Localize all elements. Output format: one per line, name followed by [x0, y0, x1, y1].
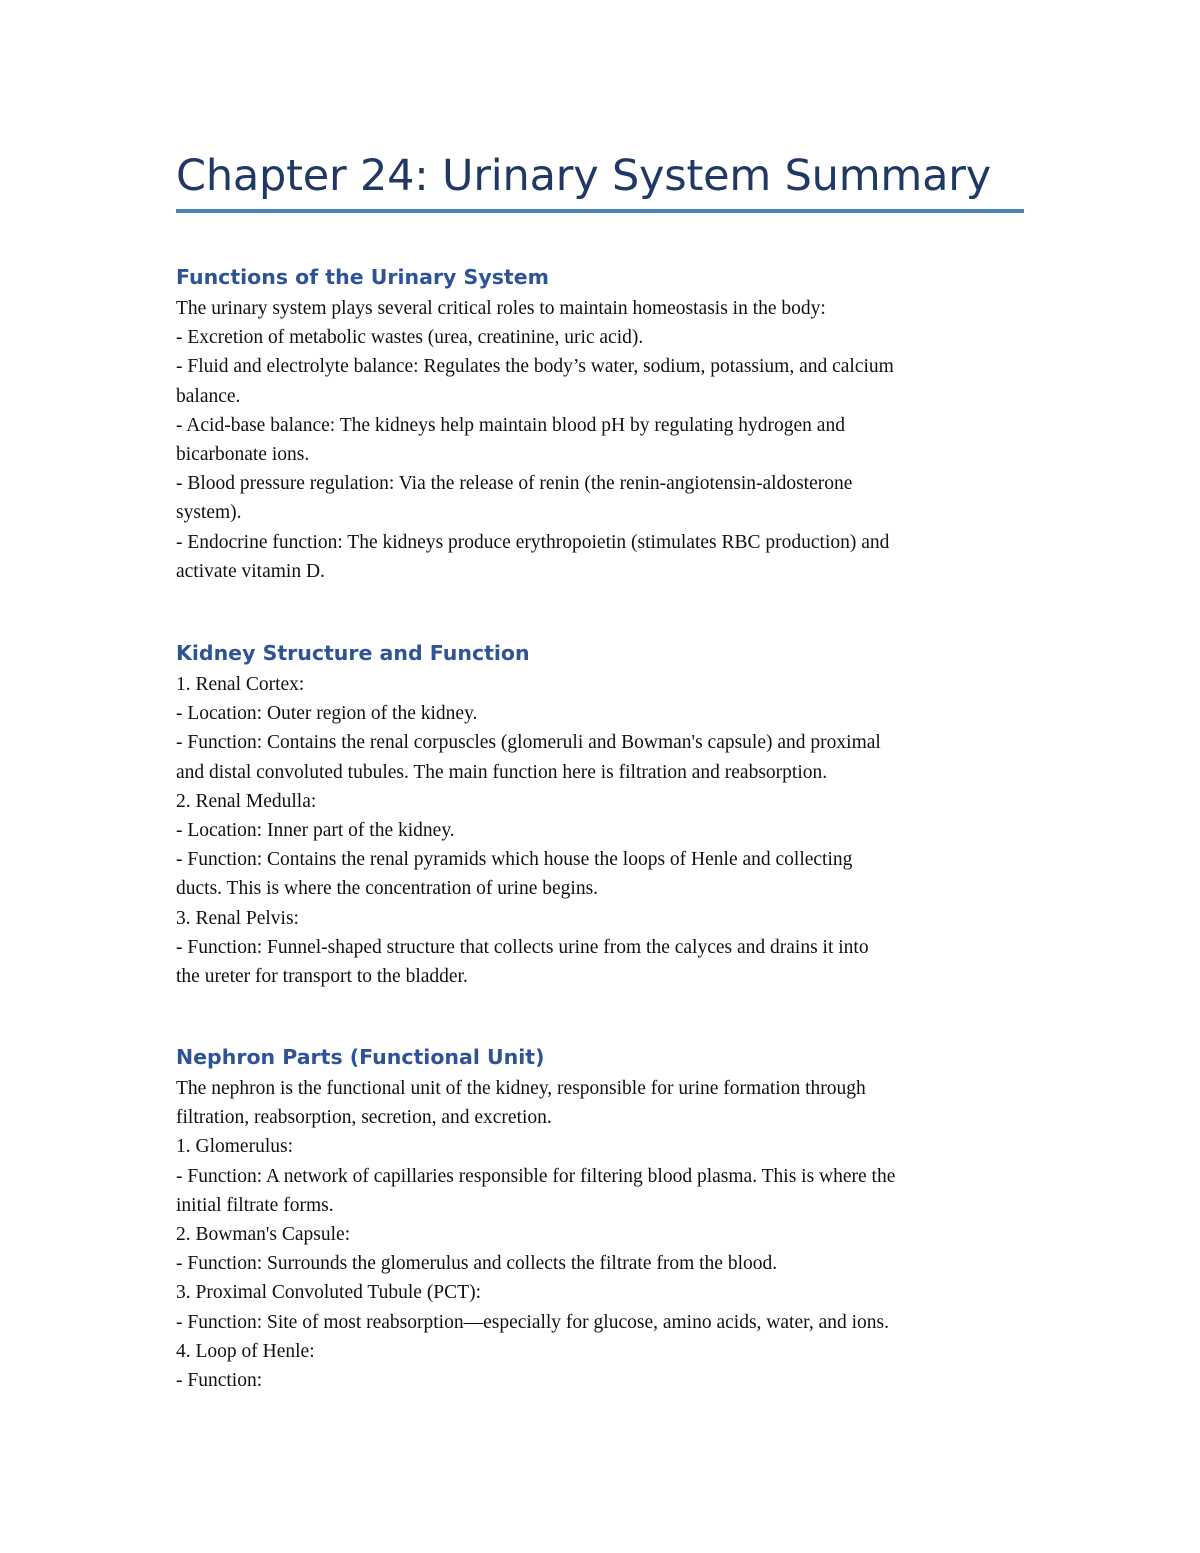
body-line: - Endocrine function: The kidneys produce erythropoietin (stimulates RBC production) and — [176, 531, 890, 553]
body-line: activate vitamin D. — [176, 560, 325, 582]
body-line: initial filtrate forms. — [176, 1194, 334, 1216]
body-line: filtration, reabsorption, secretion, and excretion. — [176, 1107, 552, 1129]
section-body — [176, 670, 1026, 991]
body-line: - Location: Inner part of the kidney. — [176, 820, 455, 842]
body-line: - Function: A network of capillaries responsible for filtering blood plasma. This is where the — [176, 1165, 896, 1187]
body-line: 2. Renal Medulla: — [176, 790, 317, 812]
body-line: 1. Renal Cortex: — [176, 674, 305, 695]
body-line: - Location: Outer region of the kidney. — [176, 703, 478, 725]
section-heading: Kidney Structure and Function — [176, 641, 530, 665]
section-nephron-parts — [176, 1042, 1026, 1395]
body-line: bicarbonate ions. — [176, 444, 310, 466]
body-line: - Function: Site of most reabsorption—especially for glucose, amino acids, water, and ions. — [176, 1311, 889, 1333]
body-line: - Blood pressure regulation: Via the release of renin (the renin-angiotensin-aldosterone — [176, 473, 853, 495]
section-functions — [176, 262, 1026, 586]
body-line: ducts. This is where the concentration of urine begins. — [176, 878, 599, 900]
body-line: 2. Bowman's Capsule: — [176, 1224, 351, 1246]
body-line: - Function: Contains the renal pyramids which house the loops of Henle and collecting — [176, 849, 853, 871]
body-line: The urinary system plays several critical roles to maintain homeostasis in the body: — [176, 298, 826, 319]
body-line: balance. — [176, 385, 241, 407]
body-line: - Fluid and electrolyte balance: Regulates the body’s water, sodium, potassium, and calcium — [176, 356, 894, 378]
body-line: The nephron is the functional unit of the kidney, responsible for urine formation through — [176, 1078, 866, 1099]
section-heading: Nephron Parts (Functional Unit) — [176, 1045, 545, 1069]
body-line: - Function: Funnel-shaped structure that collects urine from the calyces and drains it into — [176, 936, 869, 958]
body-line: the ureter for transport to the bladder. — [176, 966, 468, 988]
body-line: 1. Glomerulus: — [176, 1136, 293, 1158]
body-line: - Acid-base balance: The kidneys help maintain blood pH by regulating hydrogen and — [176, 414, 845, 436]
title-underline — [176, 209, 1024, 213]
body-line: system). — [176, 502, 242, 524]
body-line: - Function: — [176, 1370, 263, 1392]
body-line: - Excretion of metabolic wastes (urea, creatinine, uric acid). — [176, 327, 644, 349]
body-line: 4. Loop of Henle: — [176, 1340, 315, 1362]
body-line: and distal convoluted tubules. The main function here is filtration and reabsorption. — [176, 761, 828, 783]
body-line: 3. Proximal Convoluted Tubule (PCT): — [176, 1282, 481, 1304]
body-line: - Function: Surrounds the glomerulus and collects the filtrate from the blood. — [176, 1253, 778, 1275]
body-line: 3. Renal Pelvis: — [176, 907, 299, 929]
section-kidney-structure — [176, 638, 1026, 991]
section-body — [176, 294, 1026, 586]
page-title: Chapter 24: Urinary System Summary — [176, 151, 991, 201]
section-body — [176, 1074, 1026, 1395]
section-heading: Functions of the Urinary System — [176, 265, 549, 289]
body-line: - Function: Contains the renal corpuscles (glomeruli and Bowman's capsule) and proximal — [176, 732, 881, 754]
